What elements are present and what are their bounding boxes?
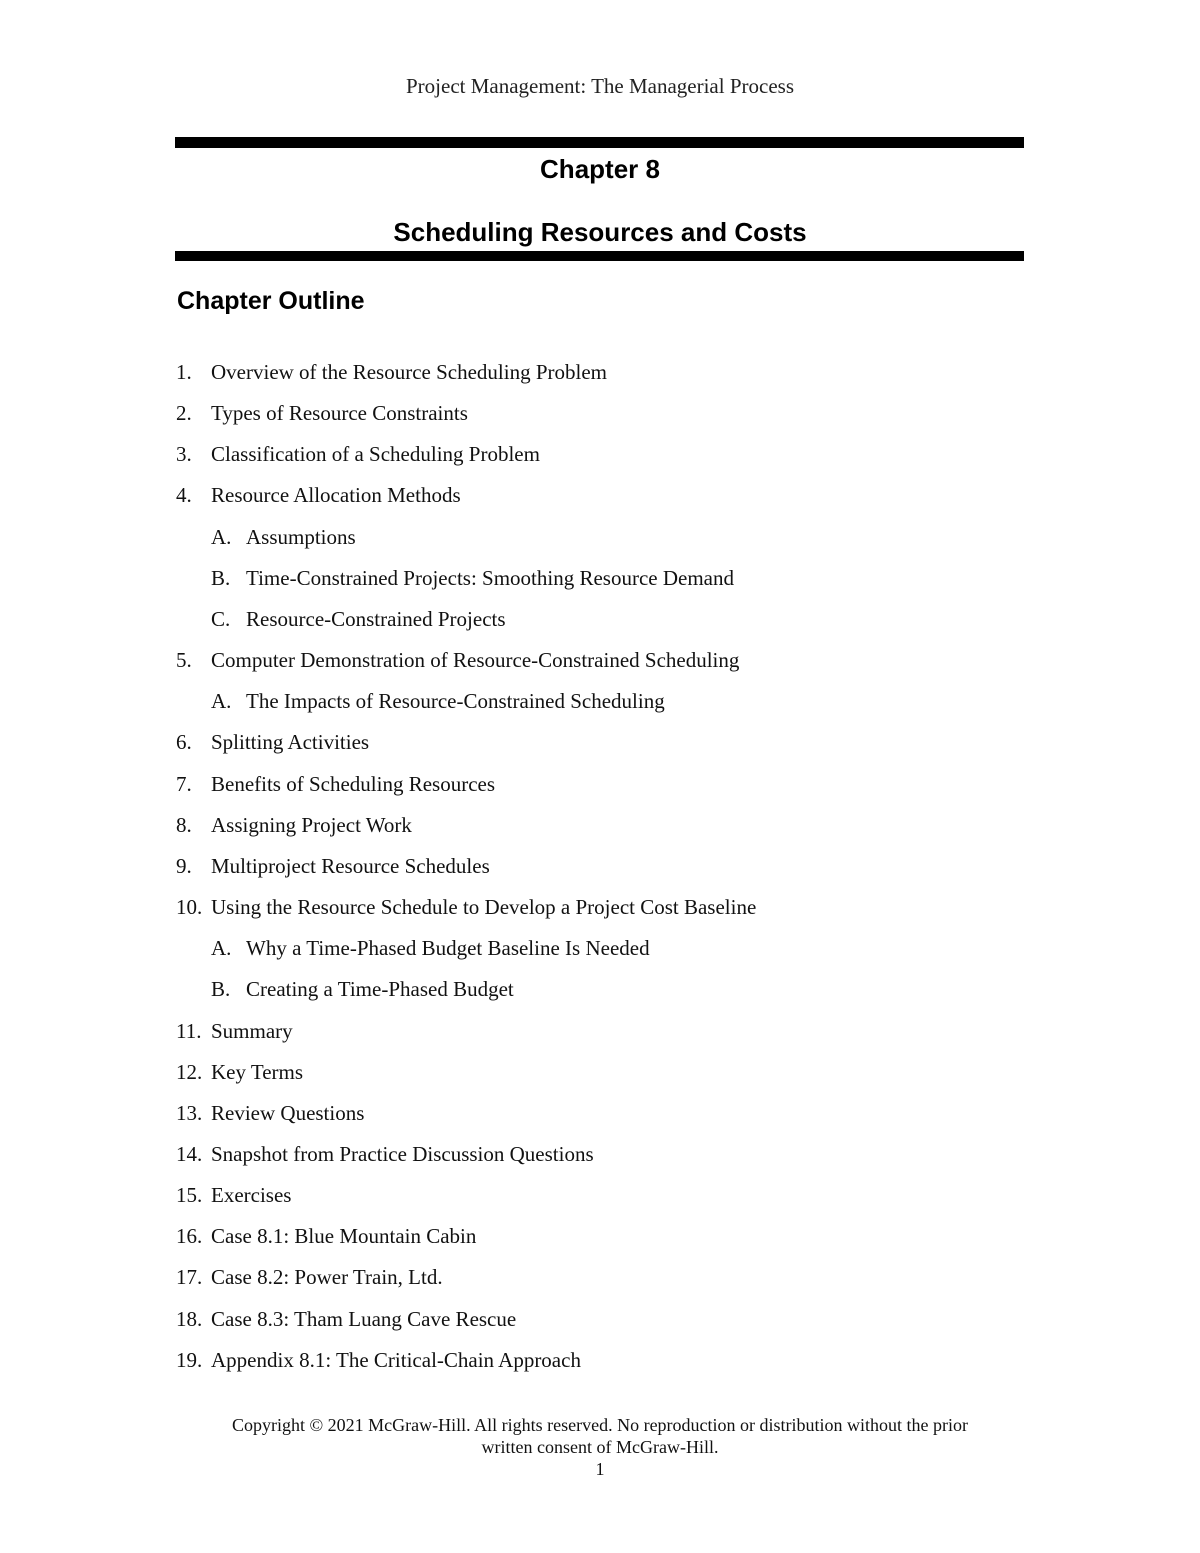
item-number: 7. [176,771,192,796]
item-text: Splitting Activities [211,730,370,755]
outline-subitem [0,605,1200,646]
item-number: 12. [176,1059,203,1084]
outline-item [0,852,1200,893]
item-number: 16. [176,1224,203,1249]
outline-item [0,1017,1200,1058]
chapter-outline-list [0,358,1200,1387]
item-text: Overview of the Resource Scheduling Problem [211,360,607,384]
outline-subitem [0,523,1200,564]
outline-heading: Chapter Outline [177,287,365,315]
top-rule-divider [175,137,1024,148]
item-text: Why a Time-Phased Budget Baseline Is Needed [246,936,650,961]
outline-item [0,1099,1200,1140]
item-number: 14. [176,1141,203,1166]
item-letter: A. [211,689,232,714]
item-text: Summary [211,1018,293,1043]
outline-item [0,770,1200,811]
item-text: Appendix 8.1: The Critical-Chain Approach [211,1347,581,1372]
item-text: Assigning Project Work [211,812,412,837]
outline-subitem [0,975,1200,1016]
item-number: 19. [176,1347,203,1372]
outline-item [0,1222,1200,1263]
bottom-rule-divider [175,251,1024,261]
item-text: Review Questions [211,1100,365,1125]
item-number: 18. [176,1306,203,1331]
outline-subitem [0,564,1200,605]
outline-item [0,1305,1200,1346]
outline-item [0,358,1200,399]
item-text: Benefits of Scheduling Resources [211,771,496,796]
chapter-title: Scheduling Resources and Costs [393,217,807,247]
item-letter: A. [211,524,232,549]
item-number: 15. [176,1183,203,1208]
item-text: Exercises [211,1183,292,1208]
running-header: Project Management: The Managerial Process [406,74,794,98]
item-number: 17. [176,1265,203,1290]
item-number: 2. [176,401,192,426]
item-number: 3. [176,442,192,467]
item-number: 6. [176,730,192,755]
item-text: Assumptions [246,524,356,549]
page-number: 1 [595,1459,605,1479]
item-text: Multiproject Resource Schedules [211,853,490,878]
outline-subitem [0,934,1200,975]
outline-item [0,1058,1200,1099]
outline-item [0,440,1200,481]
item-text: Types of Resource Constraints [211,401,468,426]
outline-item [0,893,1200,934]
outline-item [0,1181,1200,1222]
item-number: 10. [176,895,203,920]
outline-item [0,399,1200,440]
item-text: Key Terms [211,1059,304,1084]
item-text: Computer Demonstration of Resource-Constrained Scheduling [211,648,740,673]
item-text: Creating a Time-Phased Budget [246,977,514,1002]
outline-item [0,811,1200,852]
copyright-line-1: Copyright © 2021 McGraw-Hill. All rights reserved. No reproduction or distribution without the prior [231,1415,969,1435]
item-number: 5. [176,648,192,673]
item-letter: B. [211,565,231,590]
outline-item [0,1263,1200,1304]
outline-item [0,481,1200,522]
item-number: 13. [176,1100,203,1125]
page-footer [0,1414,1200,1480]
item-letter: C. [211,606,231,631]
outline-item [0,728,1200,769]
item-text: Snapshot from Practice Discussion Questions [211,1141,594,1166]
copyright-line-2: written consent of McGraw-Hill. [481,1437,719,1457]
item-text: Case 8.3: Tham Luang Cave Rescue [211,1306,517,1331]
item-text: The Impacts of Resource-Constrained Scheduling [246,689,665,714]
outline-subitem [0,687,1200,728]
item-text: Resource Allocation Methods [211,483,461,508]
item-number: 4. [176,483,192,508]
outline-item [0,1140,1200,1181]
chapter-number: Chapter 8 [540,154,660,184]
outline-item [0,646,1200,687]
item-number: 1. [176,360,192,384]
item-text: Classification of a Scheduling Problem [211,442,540,467]
item-text: Case 8.1: Blue Mountain Cabin [211,1224,477,1249]
item-text: Resource-Constrained Projects [246,606,506,631]
item-letter: A. [211,936,232,961]
item-letter: B. [211,977,231,1002]
item-number: 11. [176,1018,202,1043]
outline-item [0,1346,1200,1387]
item-text: Time-Constrained Projects: Smoothing Resource Demand [246,565,735,590]
item-number: 9. [176,853,192,878]
item-text: Case 8.2: Power Train, Ltd. [211,1265,443,1290]
item-number: 8. [176,812,192,837]
item-text: Using the Resource Schedule to Develop a Project Cost Baseline [211,895,757,920]
